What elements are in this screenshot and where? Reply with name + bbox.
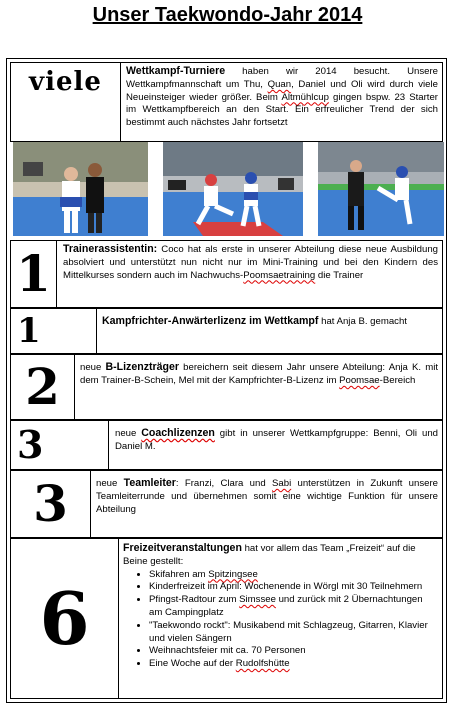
word-quan: Quan (267, 78, 292, 90)
list-item (149, 645, 438, 658)
number-2: 2 (25, 357, 60, 416)
lead-teamleiter: Teamleiter (123, 477, 176, 489)
text-part: hat vor allem das Team „Freizeit“ auf die Beine gestellt: (123, 543, 416, 567)
lead-b-lizenz: B-Lizenzträger (105, 361, 180, 373)
item-text: Kinderfreizeit im April: Wochenende in Wörgl mit 30 Teilnehmern (149, 581, 423, 593)
list-item (149, 581, 438, 594)
photo-referee-kicks (318, 142, 444, 236)
row-turniere-text (126, 65, 438, 139)
item-text: Pfingst-Radtour zum (149, 594, 240, 606)
text-part: hat Anja B. gemacht (318, 316, 407, 327)
text-part: neue (96, 478, 124, 489)
text-part: , Daniel und Oli wird durch viele Neueinsteiger wieder größer. Beim (126, 78, 438, 103)
text-part: gibt in unserer Wettkampfgruppe: Benni, Oli und Daniel M. (115, 428, 438, 452)
row-coachlizenzen (10, 420, 443, 470)
text-part: die Trainer (315, 269, 364, 281)
number-6: 6 (39, 575, 90, 661)
number-1: 1 (16, 244, 51, 303)
list-item (149, 620, 438, 646)
list-item (149, 594, 438, 620)
row-b-lizenz (10, 354, 443, 420)
word-poomsae: Poomsae (339, 374, 380, 386)
list-item (149, 569, 438, 582)
text-part: -Bereich (379, 374, 416, 386)
lead-coachlizenzen: Coachlizenzen (141, 427, 215, 439)
row-freizeit-text (123, 542, 438, 696)
document-table (6, 58, 447, 703)
word-spitzingsee: Spitzingsee (208, 568, 258, 580)
row-teamleiter (10, 470, 443, 538)
row-kampfrichter (10, 308, 443, 354)
text-part: haben wir 2014 besucht. Unsere Wettkampfmannschaft um Thu, (126, 66, 438, 90)
text-part: neue (115, 428, 142, 439)
word-altmuehlcup: Altmühlcup (281, 91, 329, 103)
item-text: und zurück mit 2 Übernachtungen am Campingplatz (149, 594, 423, 618)
row-kampfrichter-text (102, 315, 438, 351)
item-text: Eine Woche auf der (149, 658, 236, 670)
number-cell (11, 471, 91, 537)
text-part: unterstützen in Zukunft unsere Teamleiterrunde und übernehmen somit eine wichtige Funktion für unsere Abteilung (96, 478, 438, 515)
lead-trainerassistentin: Trainerassistentin: (63, 243, 158, 255)
number-1: 1 (17, 311, 41, 351)
row-turniere (10, 62, 443, 142)
number-cell (11, 309, 97, 353)
badge-cell (11, 63, 121, 141)
number-cell (11, 241, 57, 307)
number-cell (11, 421, 109, 469)
item-text: "Taekwondo rockt": Musikabend mit Schlagzeug, Gitarren, Klavier und vielen Sängern (149, 619, 428, 644)
photo-row (10, 142, 443, 240)
text-part: Coco hat als erste in unserer Abteilung diese neue Ausbildung absolviert und unterstützt nun nicht nur im Mini-Training und bei den Kindern des Mittelkurses sondern auch im Nachwuchs- (63, 244, 438, 281)
number-cell (11, 539, 119, 698)
text-part: : Franzi, Clara und (175, 478, 272, 489)
item-text: Skifahren am (149, 568, 209, 580)
number-3: 3 (33, 474, 68, 533)
item-text: Weihnachtsfeier mit ca. 70 Personen (149, 645, 306, 657)
lead-freizeit: Freizeitveranstaltungen (123, 542, 242, 554)
photo-athletes-posing (13, 142, 148, 236)
text-part: gingen bspw. 23 Starter im Wettkampfbereich an den Start. Ein erfreulicher Trend der sich bestimmt auch nächstes Jahr fortsetzt (126, 91, 438, 129)
row-teamleiter-text (96, 477, 438, 535)
list-item (149, 658, 438, 671)
word-poomsaetraining: Poomsaetraining (243, 269, 316, 281)
text-part: bereichern seit diesem Jahr unsere Abteilung: Anja K. mit dem Trainer-B-Schein, Mel mit der Kampfrichter-B-Lizenz im (80, 362, 438, 386)
number-3: 3 (17, 422, 44, 467)
photo-sparring-match (163, 142, 303, 236)
page-title: Unser Taekwondo-Jahr 2014 (92, 4, 363, 26)
lead-kampfrichter: Kampfrichter-Anwärterlizenz im Wettkampf (102, 315, 319, 327)
row-coachlizenzen-text (115, 427, 438, 467)
number-cell (11, 355, 75, 419)
freizeit-list (123, 569, 438, 671)
badge-viele: viele (29, 67, 102, 97)
lead-turniere: Wettkampf-Turniere (126, 65, 226, 77)
word-simssee: Simssee (239, 594, 276, 606)
row-trainerassistentin (10, 240, 443, 308)
word-rudolfshuette: Rudolfshütte (235, 658, 290, 670)
row-freizeit (10, 538, 443, 699)
word-sabi: Sabi (272, 478, 292, 489)
text-part: neue (80, 362, 106, 373)
row-trainerassistentin-text (63, 243, 438, 305)
row-b-lizenz-text (80, 361, 438, 417)
